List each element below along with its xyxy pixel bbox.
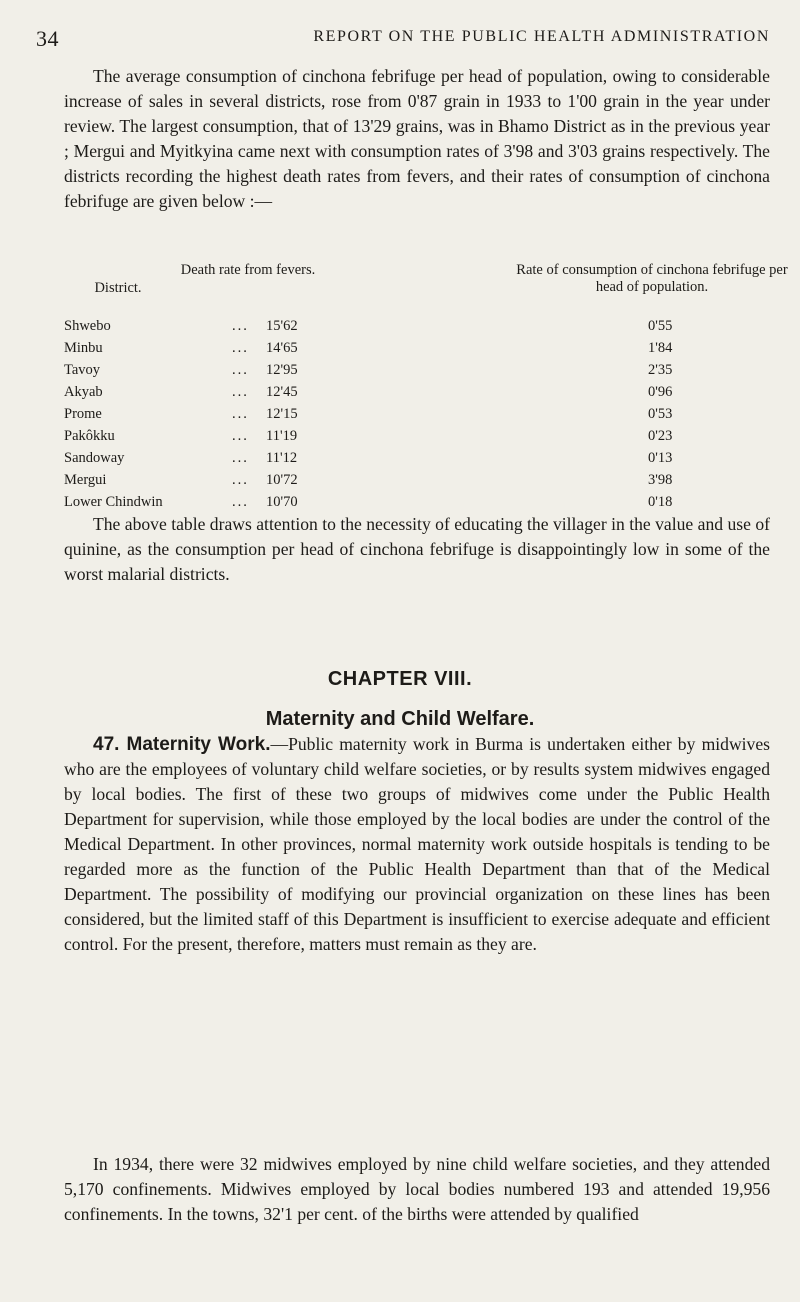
consumption-cell: 0'53 [648,406,673,422]
leader-dots: ... [232,340,249,356]
death-rate-cell: 10'72 [266,472,298,488]
page-number: 34 [36,26,59,51]
consumption-cell: 0'55 [648,318,673,334]
death-rate-cell: 12'45 [266,384,298,400]
leader-dots: ... [232,384,249,400]
chapter-title: Maternity and Child Welfare. [265,708,535,730]
section-paragraph [64,732,770,957]
chapter-number: CHAPTER VIII. [327,668,473,690]
consumption-cell: 0'13 [648,450,673,466]
column-header-district: District. [94,280,142,296]
table-row [0,315,800,337]
leader-dots: ... [232,362,249,378]
death-rate-cell: 12'15 [266,406,298,422]
leader-dots: ... [232,472,249,488]
leader-dots: ... [232,450,249,466]
consumption-cell: 1'84 [648,340,673,356]
leader-dots: ... [232,494,249,510]
death-rate-cell: 14'65 [266,340,298,356]
section-paragraph-2: In 1934, there were 32 midwives employed by nine child welfare societies, and they attended 5,170 confinements. Midwives employed by local bodies numbered 193 and attended 19,956 confinements. In the towns, 32'1 per cent. of the births were attended by qualified [64,1154,770,1224]
consumption-cell: 0'23 [648,428,673,444]
death-rate-cell: 15'62 [266,318,298,334]
district-cell: Mergui [64,472,107,488]
district-cell: Prome [64,406,102,422]
district-cell: Tavoy [64,362,101,378]
table-row [0,447,800,469]
consumption-cell: 3'98 [648,472,673,488]
district-cell: Pakôkku [64,428,115,444]
intro-paragraph: The average consumption of cinchona febrifuge per head of population, owing to considerable increase of sales in several districts, rose from 0'87 grain in 1933 to 1'00 grain in the year under review. The largest consumption, that of 13'29 grains, was in Bhamo District as in the previous year ; Mergui and Myitkyina came next with consumption rates of 3'98 and 3'03 grains respectively. The districts recording the highest death rates from fevers, and their rates of consumption of cinchona febrifuge are given below :— [64,66,770,211]
leader-dots: ... [232,406,249,422]
consumption-cell: 0'18 [648,494,673,510]
district-cell: Minbu [64,340,103,356]
table-row [0,359,800,381]
column-header-death-rate: Death rate from fevers. [180,262,316,278]
district-cell: Akyab [64,384,103,400]
district-cell: Lower Chindwin [64,494,163,510]
table-row [0,337,800,359]
death-rate-cell: 12'95 [266,362,298,378]
district-cell: Shwebo [64,318,111,334]
leader-dots: ... [232,318,249,334]
section-body: —Public maternity work in Burma is undertaken either by midwives who are the employees of voluntary child welfare societies, or by results system midwives engaged by local bodies. The first of these two groups of midwives come under the Public Health Department for supervision, while those employed by the local bodies are under the control of the Medical Department. In other provinces, normal maternity work outside hospitals is tending to be regarded more as the function of the Public Health Department than that of the Medical Department. The possibility of modifying our provincial organization on these lines has been considered, but the limited staff of this Department is insufficient to exercise adequate and efficient control. For the present, therefore, matters must remain as they are. [64,734,770,954]
table-row [0,491,800,513]
running-header [36,26,770,50]
table-row [0,425,800,447]
death-rate-cell: 11'12 [266,450,298,466]
death-rate-cell: 11'19 [266,428,298,444]
consumption-cell: 2'35 [648,362,673,378]
table-row [0,403,800,425]
running-title: REPORT ON THE PUBLIC HEALTH ADMINISTRATION [313,28,770,45]
column-header-consumption: Rate of consumption of cinchona febrifuge per head of population. [516,262,788,295]
consumption-cell: 0'96 [648,384,673,400]
table-row [0,469,800,491]
district-cell: Sandoway [64,450,125,466]
section-heading: 47. Maternity Work. [93,734,271,755]
table-row [0,381,800,403]
leader-dots: ... [232,428,249,444]
death-rate-cell: 10'70 [266,494,298,510]
after-table-paragraph: The above table draws attention to the necessity of educating the villager in the value and use of quinine, as the consumption per head of cinchona febrifuge is disappointingly low in some of the worst malarial districts. [64,514,770,584]
